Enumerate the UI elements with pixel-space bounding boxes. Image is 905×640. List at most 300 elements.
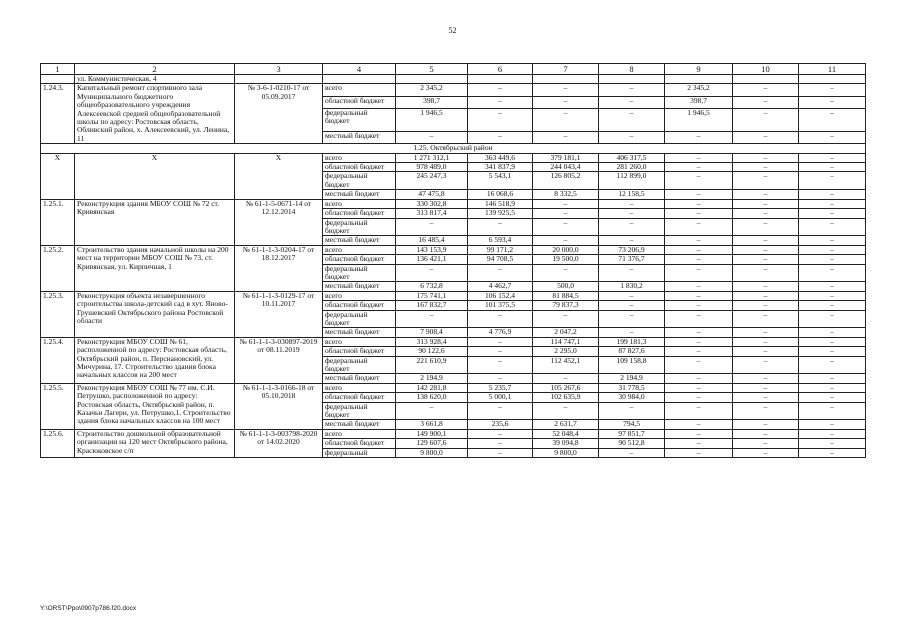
amount-cell: – [799, 328, 866, 337]
amount-cell: – [665, 190, 733, 199]
amount-cell: 978 489,0 [396, 163, 468, 172]
amount-cell: – [468, 132, 533, 144]
amount-cell: – [665, 310, 733, 328]
amount-cell: – [665, 402, 733, 420]
amount-cell: – [799, 218, 866, 236]
amount-cell: – [533, 84, 599, 96]
amount-cell: – [665, 301, 733, 310]
column-header: 9 [665, 64, 733, 75]
funding-source: местный бюджет [323, 236, 396, 245]
amount-cell: – [665, 393, 733, 402]
amount-cell: – [665, 172, 733, 190]
funding-source: федеральный бюджет [323, 402, 396, 420]
funding-source: областной бюджет [323, 96, 396, 108]
amount-cell: – [733, 190, 799, 199]
amount-cell: 149 900,1 [396, 429, 468, 438]
amount-cell: – [599, 264, 665, 282]
amount-cell: – [599, 218, 665, 236]
amount-cell [396, 75, 468, 84]
amount-cell: 146 518,9 [468, 199, 533, 208]
amount-cell: 102 635,9 [533, 393, 599, 402]
amount-cell: – [665, 264, 733, 282]
amount-cell: 2 194,9 [599, 374, 665, 383]
column-header: 11 [799, 64, 866, 75]
funding-source: всего [323, 245, 396, 254]
amount-cell: 363 449,6 [468, 153, 533, 162]
amount-cell: – [665, 420, 733, 429]
funding-source: федеральный бюджет [323, 172, 396, 190]
amount-cell: – [733, 108, 799, 131]
expertise-document: Х [235, 153, 323, 199]
object-name: Капитальный ремонт спортивного зала Муниципального бюджетного общеобразовательного учреждения Алексеевской средней общеобразовательной школы по адресу: Ростовская область, Обливский район, х. Алексеевский, ул. Ленина, 11 [75, 84, 235, 144]
program-table [40, 63, 866, 458]
amount-cell: 138 620,0 [396, 393, 468, 402]
amount-cell: – [468, 448, 533, 457]
amount-cell: – [533, 199, 599, 208]
amount-cell: 281 260,0 [599, 163, 665, 172]
amount-cell: – [799, 190, 866, 199]
funding-source: местный бюджет [323, 190, 396, 199]
funding-source: местный бюджет [323, 420, 396, 429]
amount-cell: – [733, 264, 799, 282]
table-row [41, 383, 866, 392]
funding-source: федеральный бюджет [323, 218, 396, 236]
amount-cell: 142 281,8 [396, 383, 468, 392]
amount-cell: – [733, 448, 799, 457]
amount-cell: – [599, 108, 665, 131]
column-header: 8 [599, 64, 665, 75]
amount-cell: – [468, 108, 533, 131]
amount-cell: – [733, 236, 799, 245]
amount-cell: – [799, 96, 866, 108]
amount-cell: – [733, 420, 799, 429]
amount-cell: 406 317,5 [599, 153, 665, 162]
amount-cell: 2 047,2 [533, 328, 599, 337]
amount-cell: – [665, 132, 733, 144]
amount-cell: – [733, 163, 799, 172]
funding-source: федеральный бюджет [323, 264, 396, 282]
amount-cell: – [665, 163, 733, 172]
amount-cell: – [733, 199, 799, 208]
amount-cell: 73 206,9 [599, 245, 665, 254]
amount-cell: 79 837,3 [533, 301, 599, 310]
amount-cell: – [665, 328, 733, 337]
amount-cell: – [799, 236, 866, 245]
amount-cell: – [665, 199, 733, 208]
amount-cell: – [799, 172, 866, 190]
amount-cell: – [665, 439, 733, 448]
column-header: 5 [396, 64, 468, 75]
amount-cell: – [733, 310, 799, 328]
table-row [41, 245, 866, 254]
column-header: 2 [75, 64, 235, 75]
funding-source: местный бюджет [323, 132, 396, 144]
amount-cell: – [665, 218, 733, 236]
funding-source: всего [323, 337, 396, 346]
amount-cell: 136 421,1 [396, 255, 468, 264]
amount-cell: 330 302,8 [396, 199, 468, 208]
amount-cell: – [799, 153, 866, 162]
funding-source: областной бюджет [323, 255, 396, 264]
amount-cell: – [799, 264, 866, 282]
amount-cell [599, 75, 665, 84]
funding-source: местный бюджет [323, 374, 396, 383]
amount-cell: – [533, 264, 599, 282]
amount-cell: – [799, 84, 866, 96]
amount-cell: – [533, 96, 599, 108]
amount-cell [468, 75, 533, 84]
amount-cell: 52 048,4 [533, 429, 599, 438]
amount-cell: – [799, 108, 866, 131]
funding-source: областной бюджет [323, 301, 396, 310]
amount-cell: – [733, 245, 799, 254]
amount-cell: – [733, 439, 799, 448]
amount-cell: – [799, 439, 866, 448]
amount-cell: – [468, 337, 533, 346]
amount-cell: 2 295,0 [533, 347, 599, 356]
amount-cell: – [733, 374, 799, 383]
amount-cell [665, 75, 733, 84]
amount-cell: 9 800,0 [396, 448, 468, 457]
amount-cell: – [733, 291, 799, 300]
amount-cell: – [599, 448, 665, 457]
amount-cell: 19 500,0 [533, 255, 599, 264]
object-name: ул. Коммунистическая, 4 [75, 75, 235, 84]
object-name: Реконструкция МБОУ СОШ № 61, расположенной по адресу: Ростовская область, Октябрьский район, п. Персиановский, ул. Мичурина, 17. Строительство здания блока начальных классов на 200 мест [75, 337, 235, 383]
amount-cell: – [799, 291, 866, 300]
amount-cell [733, 75, 799, 84]
funding-source: областной бюджет [323, 439, 396, 448]
amount-cell: 126 805,2 [533, 172, 599, 190]
amount-cell: 39 094,8 [533, 439, 599, 448]
amount-cell: 1 946,5 [665, 108, 733, 131]
table-row [41, 337, 866, 346]
funding-source: всего [323, 153, 396, 162]
amount-cell: – [599, 199, 665, 208]
amount-cell: – [468, 439, 533, 448]
amount-cell [533, 75, 599, 84]
amount-cell: 167 832,7 [396, 301, 468, 310]
item-number: 1.25.6. [41, 429, 75, 457]
amount-cell: – [665, 429, 733, 438]
section-title: 1.25. Октябрьский район [41, 144, 866, 153]
amount-cell: 31 778,5 [599, 383, 665, 392]
item-number: Х [41, 153, 75, 199]
amount-cell: – [799, 310, 866, 328]
funding-source: областной бюджет [323, 393, 396, 402]
amount-cell: 81 884,5 [533, 291, 599, 300]
amount-cell: – [665, 255, 733, 264]
expertise-document: № 61-1-1-3-0129-17 от 10.11.2017 [235, 291, 323, 337]
amount-cell: 106 152,4 [468, 291, 533, 300]
amount-cell: – [468, 264, 533, 282]
amount-cell: – [733, 84, 799, 96]
amount-cell: – [468, 356, 533, 374]
item-number [41, 75, 75, 84]
amount-cell: – [599, 132, 665, 144]
funding-source: всего [323, 429, 396, 438]
table-body [41, 75, 866, 458]
amount-cell: 90 512,8 [599, 439, 665, 448]
amount-cell: 129 607,6 [396, 439, 468, 448]
amount-cell: – [533, 209, 599, 218]
amount-cell: 112 452,1 [533, 356, 599, 374]
amount-cell: – [799, 255, 866, 264]
amount-cell: 87 827,6 [599, 347, 665, 356]
amount-cell: 90 122,6 [396, 347, 468, 356]
amount-cell: 139 925,5 [468, 209, 533, 218]
amount-cell: – [799, 199, 866, 208]
table-row [41, 75, 866, 84]
object-name: Реконструкция МБОУ СОШ № 77 им. С.И. Петрушко, расположенной по адресу: Ростовская область, Октябрьский район, п. Казачьи Лагери, ул. Петрушко,1. Строительство здания блока начальных классов на 100 мест [75, 383, 235, 429]
amount-cell: 94 708,5 [468, 255, 533, 264]
amount-cell: – [733, 393, 799, 402]
amount-cell: – [799, 374, 866, 383]
column-header: 6 [468, 64, 533, 75]
amount-cell: – [533, 218, 599, 236]
amount-cell: – [599, 402, 665, 420]
amount-cell: – [733, 96, 799, 108]
expertise-document: № 61-1-5-0671-14 от 12.12.2014 [235, 199, 323, 245]
amount-cell: 398,7 [396, 96, 468, 108]
funding-source: федеральный бюджет [323, 356, 396, 374]
object-name: Строительство здания начальной школы на 200 мест на территории МБОУ СОШ № 73, ст. Кривянская, ул. Кирпичная, 1 [75, 245, 235, 291]
amount-cell: – [733, 429, 799, 438]
amount-cell: – [799, 245, 866, 254]
amount-cell: – [733, 301, 799, 310]
amount-cell: – [799, 448, 866, 457]
funding-source: всего [323, 291, 396, 300]
amount-cell: – [665, 236, 733, 245]
amount-cell: – [533, 310, 599, 328]
amount-cell: – [733, 153, 799, 162]
amount-cell: 30 984,0 [599, 393, 665, 402]
column-header: 3 [235, 64, 323, 75]
amount-cell: – [396, 132, 468, 144]
amount-cell: – [468, 96, 533, 108]
amount-cell: – [733, 172, 799, 190]
amount-cell: 101 375,5 [468, 301, 533, 310]
amount-cell: 109 158,8 [599, 356, 665, 374]
amount-cell: – [665, 337, 733, 346]
page-number: 52 [448, 26, 457, 35]
table-row [41, 153, 866, 162]
amount-cell: – [665, 291, 733, 300]
amount-cell: 97 851,7 [599, 429, 665, 438]
amount-cell: – [733, 337, 799, 346]
item-number: 1.25.4. [41, 337, 75, 383]
amount-cell: 105 267,6 [533, 383, 599, 392]
amount-cell: – [665, 209, 733, 218]
amount-cell: – [799, 282, 866, 291]
amount-cell: 199 181,3 [599, 337, 665, 346]
table-row [41, 84, 866, 96]
funding-source: всего [323, 383, 396, 392]
object-name: Реконструкция объекта незавершенного строительства школа-детский сад в хут. Яново-Грушевский Октябрьского района Ростовской области [75, 291, 235, 337]
amount-cell: 398,7 [665, 96, 733, 108]
amount-cell: – [733, 356, 799, 374]
amount-cell: – [533, 108, 599, 131]
amount-cell: – [733, 347, 799, 356]
amount-cell: – [733, 328, 799, 337]
amount-cell: 341 837,9 [468, 163, 533, 172]
funding-source: всего [323, 199, 396, 208]
amount-cell: – [799, 393, 866, 402]
amount-cell: – [733, 282, 799, 291]
amount-cell: 1 946,5 [396, 108, 468, 131]
amount-cell: – [799, 356, 866, 374]
amount-cell: – [665, 448, 733, 457]
amount-cell: 1 830,2 [599, 282, 665, 291]
amount-cell: – [665, 282, 733, 291]
amount-cell: – [533, 374, 599, 383]
expertise-document: № 3-6-1-0210-17 от 05.09.2017 [235, 84, 323, 144]
amount-cell: – [468, 347, 533, 356]
expertise-document: № 61-1-1-3-0204-17 от 18.12.2017 [235, 245, 323, 291]
amount-cell: – [733, 383, 799, 392]
table-header-row [41, 64, 866, 75]
funding-source: местный бюджет [323, 328, 396, 337]
amount-cell: 244 043,4 [533, 163, 599, 172]
amount-cell: 71 376,7 [599, 255, 665, 264]
amount-cell: – [599, 328, 665, 337]
funding-source: всего [323, 84, 396, 96]
amount-cell: 9 800,0 [533, 448, 599, 457]
item-number: 1.24.3. [41, 84, 75, 144]
amount-cell: 2 345,2 [665, 84, 733, 96]
amount-cell: – [733, 209, 799, 218]
amount-cell: – [468, 402, 533, 420]
amount-cell: 143 153,9 [396, 245, 468, 254]
amount-cell: 2 631,7 [533, 420, 599, 429]
amount-cell: 5 235,7 [468, 383, 533, 392]
amount-cell: – [799, 209, 866, 218]
amount-cell: 5 000,1 [468, 393, 533, 402]
amount-cell: – [468, 84, 533, 96]
amount-cell: – [468, 310, 533, 328]
file-path-footer: Y:\ORST\Ppo\0907p786.f20.docx [40, 605, 137, 612]
amount-cell: – [733, 402, 799, 420]
funding-source: областной бюджет [323, 347, 396, 356]
item-number: 1.25.2. [41, 245, 75, 291]
funding-source: федеральный бюджет [323, 310, 396, 328]
amount-cell: 379 181,1 [533, 153, 599, 162]
item-number: 1.25.1. [41, 199, 75, 245]
object-name: Реконструкция здания МБОУ СОШ № 72 ст. Кривянская [75, 199, 235, 245]
amount-cell: – [665, 374, 733, 383]
amount-cell: 47 475,8 [396, 190, 468, 199]
amount-cell: – [468, 218, 533, 236]
amount-cell: – [468, 429, 533, 438]
column-header: 1 [41, 64, 75, 75]
funding-source: федеральный бюджет [323, 108, 396, 131]
amount-cell: 114 747,1 [533, 337, 599, 346]
column-header: 7 [533, 64, 599, 75]
amount-cell: 8 332,5 [533, 190, 599, 199]
amount-cell: – [599, 84, 665, 96]
amount-cell: – [799, 132, 866, 144]
amount-cell: 794,5 [599, 420, 665, 429]
amount-cell: – [799, 301, 866, 310]
amount-cell: – [533, 402, 599, 420]
amount-cell: – [665, 356, 733, 374]
amount-cell: 245 247,3 [396, 172, 468, 190]
amount-cell: 313 928,4 [396, 337, 468, 346]
amount-cell: – [533, 236, 599, 245]
amount-cell: – [799, 402, 866, 420]
amount-cell: 20 000,0 [533, 245, 599, 254]
amount-cell: 235,6 [468, 420, 533, 429]
amount-cell: – [799, 429, 866, 438]
amount-cell: 6 593,4 [468, 236, 533, 245]
amount-cell: – [733, 132, 799, 144]
amount-cell: – [599, 310, 665, 328]
amount-cell: 1 271 312,1 [396, 153, 468, 162]
amount-cell: – [396, 218, 468, 236]
amount-cell [799, 75, 866, 84]
amount-cell: – [468, 374, 533, 383]
funding-source: областной бюджет [323, 209, 396, 218]
amount-cell: 2 345,2 [396, 84, 468, 96]
amount-cell: – [799, 347, 866, 356]
amount-cell: 221 610,9 [396, 356, 468, 374]
amount-cell: – [396, 402, 468, 420]
amount-cell: – [599, 301, 665, 310]
amount-cell: – [665, 245, 733, 254]
funding-source: федеральный [323, 448, 396, 457]
amount-cell: 16 485,4 [396, 236, 468, 245]
amount-cell: 99 171,2 [468, 245, 533, 254]
funding-source: областной бюджет [323, 163, 396, 172]
amount-cell: 112 899,0 [599, 172, 665, 190]
amount-cell: – [665, 347, 733, 356]
amount-cell: – [799, 337, 866, 346]
expertise-document: № 61-1-1-3-003798-2020 от 14.02.2020 [235, 429, 323, 457]
funding-source: местный бюджет [323, 282, 396, 291]
expertise-document: № 61-1-1-3-0166-18 от 05.10.2018 [235, 383, 323, 429]
amount-cell: – [733, 218, 799, 236]
amount-cell: 175 741,1 [396, 291, 468, 300]
amount-cell: – [599, 236, 665, 245]
amount-cell: 500,0 [533, 282, 599, 291]
amount-cell: – [599, 96, 665, 108]
expertise-document: № 61-1-1-3-030897-2019 от 08.11.2019 [235, 337, 323, 383]
amount-cell: – [665, 383, 733, 392]
amount-cell: 4 462,7 [468, 282, 533, 291]
amount-cell: 16 068,6 [468, 190, 533, 199]
amount-cell: – [533, 132, 599, 144]
column-header: 4 [323, 64, 396, 75]
funding-source [323, 75, 396, 84]
item-number: 1.25.3. [41, 291, 75, 337]
column-header: 10 [733, 64, 799, 75]
amount-cell: – [599, 291, 665, 300]
amount-cell: 2 194,9 [396, 374, 468, 383]
amount-cell: 12 158,5 [599, 190, 665, 199]
amount-cell: 6 732,8 [396, 282, 468, 291]
amount-cell: 313 817,4 [396, 209, 468, 218]
object-name: Строительство дошкольной образовательной организации на 120 мест Октябрьского района, Красюковское с/п [75, 429, 235, 457]
amount-cell: – [733, 255, 799, 264]
amount-cell: – [799, 163, 866, 172]
amount-cell: 4 776,9 [468, 328, 533, 337]
amount-cell: 7 908,4 [396, 328, 468, 337]
table-row [41, 429, 866, 438]
object-name: Х [75, 153, 235, 199]
amount-cell: – [396, 264, 468, 282]
expertise-document [235, 75, 323, 84]
table-row [41, 291, 866, 300]
